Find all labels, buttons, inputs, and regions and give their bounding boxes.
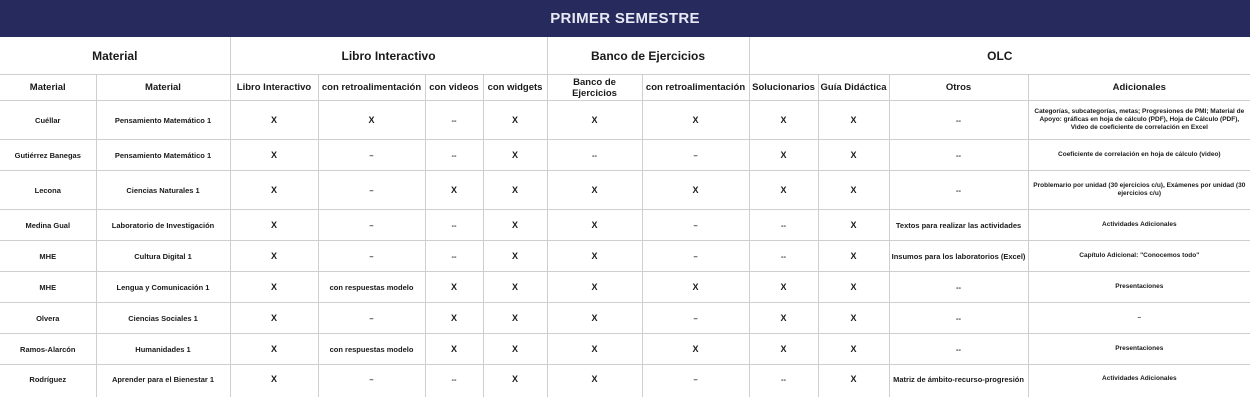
table-cell: X	[230, 140, 318, 171]
table-cell: X	[818, 140, 889, 171]
table-cell: X	[818, 241, 889, 272]
table-cell: X	[818, 272, 889, 303]
table-cell: X	[547, 101, 642, 140]
table-cell: –	[318, 210, 425, 241]
column-header: con widgets	[483, 75, 547, 101]
table-cell: –	[1028, 303, 1250, 334]
table-cell: X	[483, 210, 547, 241]
table-cell: X	[230, 241, 318, 272]
table-cell: Aprender para el Bienestar 1	[96, 365, 230, 397]
table-cell: X	[425, 272, 483, 303]
group-header-banco-de-ejercicios: Banco de Ejercicios	[547, 37, 749, 75]
table-cell: MHE	[0, 241, 96, 272]
table-cell: –	[318, 365, 425, 397]
group-header-material: Material	[0, 37, 230, 75]
table-cell: X	[483, 334, 547, 365]
table-cell: X	[642, 171, 749, 210]
table-cell: Matriz de ámbito-recurso-progresión	[889, 365, 1028, 397]
table-cell: X	[483, 140, 547, 171]
table-cell: Ciencias Sociales 1	[96, 303, 230, 334]
table-cell: Cultura Digital 1	[96, 241, 230, 272]
table-cell: X	[425, 171, 483, 210]
table-cell: –	[318, 140, 425, 171]
table-cell: --	[889, 101, 1028, 140]
table-cell: X	[818, 365, 889, 397]
table-cell: X	[547, 241, 642, 272]
table-cell: --	[749, 210, 818, 241]
table-cell: --	[889, 334, 1028, 365]
table-cell: –	[642, 241, 749, 272]
table-row	[0, 365, 1250, 397]
column-header: Guía Didáctica	[818, 75, 889, 101]
semester-banner	[0, 0, 1250, 37]
table-cell: Rodríguez	[0, 365, 96, 397]
table-cell: X	[642, 272, 749, 303]
column-header: Otros	[889, 75, 1028, 101]
table-cell: X	[642, 101, 749, 140]
table-row	[0, 334, 1250, 365]
column-header: Material	[96, 75, 230, 101]
table-cell: Ramos-Alarcón	[0, 334, 96, 365]
table-cell: Lengua y Comunicación 1	[96, 272, 230, 303]
column-header: con retroalimentación	[318, 75, 425, 101]
table-cell: Medina Gual	[0, 210, 96, 241]
column-header: con videos	[425, 75, 483, 101]
table-cell: X	[483, 272, 547, 303]
group-header-libro-interactivo: Libro Interactivo	[230, 37, 547, 75]
table-cell: X	[318, 101, 425, 140]
table-cell: X	[483, 303, 547, 334]
table-cell: MHE	[0, 272, 96, 303]
table-cell: X	[483, 241, 547, 272]
column-header: Libro Interactivo	[230, 75, 318, 101]
table-cell: Actividades Adicionales	[1028, 365, 1250, 397]
table-body	[0, 101, 1250, 397]
column-header: Material	[0, 75, 96, 101]
table-cell: --	[749, 365, 818, 397]
table-cell: X	[818, 101, 889, 140]
table-cell: Insumos para los laboratorios (Excel)	[889, 241, 1028, 272]
table-cell: Ciencias Naturales 1	[96, 171, 230, 210]
table-cell: X	[547, 210, 642, 241]
table-row	[0, 140, 1250, 171]
table-cell: X	[483, 365, 547, 397]
table-cell: Lecona	[0, 171, 96, 210]
table-cell: X	[547, 334, 642, 365]
table-cell: –	[642, 210, 749, 241]
table-cell: X	[749, 303, 818, 334]
table-cell: X	[749, 101, 818, 140]
table-cell: X	[749, 140, 818, 171]
table-cell: Categorías, subcategorías, metas; Progresiones de PMI; Material de Apoyo: gráficas en hoja de cálculo (PDF), Hoja de Cálculo (PDF), Video de coeficiente de correlación en Excel	[1028, 101, 1250, 140]
table-cell: X	[547, 171, 642, 210]
table-cell: X	[483, 171, 547, 210]
group-header-olc: OLC	[749, 37, 1250, 75]
table-cell: X	[230, 334, 318, 365]
table-cell: Actividades Adicionales	[1028, 210, 1250, 241]
table-cell: --	[889, 303, 1028, 334]
table-cell: Pensamiento Matemático 1	[96, 140, 230, 171]
table-cell: Capítulo Adicional: "Conocemos todo"	[1028, 241, 1250, 272]
table-cell: --	[889, 140, 1028, 171]
table-cell: X	[483, 101, 547, 140]
table-cell: X	[425, 334, 483, 365]
table-cell: –	[642, 303, 749, 334]
table-cell: –	[318, 241, 425, 272]
table-cell: --	[425, 241, 483, 272]
table-cell: --	[425, 365, 483, 397]
group-header-row	[0, 37, 1250, 75]
table-cell: X	[818, 303, 889, 334]
table-cell: X	[818, 210, 889, 241]
table-cell: Textos para realizar las actividades	[889, 210, 1028, 241]
table-cell: X	[818, 171, 889, 210]
table-cell: Presentaciones	[1028, 334, 1250, 365]
table-row	[0, 210, 1250, 241]
table-cell: --	[749, 241, 818, 272]
table-cell: X	[230, 210, 318, 241]
table-cell: --	[889, 171, 1028, 210]
table-cell: X	[230, 272, 318, 303]
table-cell: –	[318, 171, 425, 210]
table-cell: X	[230, 101, 318, 140]
table-cell: --	[425, 210, 483, 241]
column-header: con retroalimentación	[642, 75, 749, 101]
table-cell: con respuestas modelo	[318, 272, 425, 303]
table-cell: Cuéllar	[0, 101, 96, 140]
column-header-row	[0, 75, 1250, 101]
table-cell: –	[318, 303, 425, 334]
table-cell: X	[547, 303, 642, 334]
table-row	[0, 171, 1250, 210]
table-cell: –	[642, 140, 749, 171]
table-cell: Gutiérrez Banegas	[0, 140, 96, 171]
page-title: PRIMER SEMESTRE	[550, 10, 700, 27]
table-cell: --	[547, 140, 642, 171]
table-cell: X	[230, 171, 318, 210]
column-header: Adicionales	[1028, 75, 1250, 101]
table-cell: Laboratorio de Investigación	[96, 210, 230, 241]
table-cell: X	[818, 334, 889, 365]
table-cell: Pensamiento Matemático 1	[96, 101, 230, 140]
table-cell: X	[547, 365, 642, 397]
table-cell: –	[642, 365, 749, 397]
table-row	[0, 241, 1250, 272]
table-cell: X	[547, 272, 642, 303]
table-cell: Problemario por unidad (30 ejercicios c/u), Exámenes por unidad (30 ejercicios c/u)	[1028, 171, 1250, 210]
table-cell: X	[425, 303, 483, 334]
table-row	[0, 303, 1250, 334]
column-header: Banco de Ejercicios	[547, 75, 642, 101]
table-cell: Coeficiente de correlación en hoja de cálculo (video)	[1028, 140, 1250, 171]
materials-table	[0, 37, 1250, 397]
table-cell: Humanidades 1	[96, 334, 230, 365]
table-cell: X	[749, 334, 818, 365]
table-cell: --	[889, 272, 1028, 303]
table-cell: con respuestas modelo	[318, 334, 425, 365]
table-row	[0, 101, 1250, 140]
column-header: Solucionarios	[749, 75, 818, 101]
table-cell: X	[749, 272, 818, 303]
table-cell: Presentaciones	[1028, 272, 1250, 303]
table-cell: X	[230, 365, 318, 397]
table-cell: --	[425, 101, 483, 140]
table-cell: Olvera	[0, 303, 96, 334]
table-cell: --	[425, 140, 483, 171]
table-cell: X	[642, 334, 749, 365]
table-row	[0, 272, 1250, 303]
table-cell: X	[230, 303, 318, 334]
table-cell: X	[749, 171, 818, 210]
